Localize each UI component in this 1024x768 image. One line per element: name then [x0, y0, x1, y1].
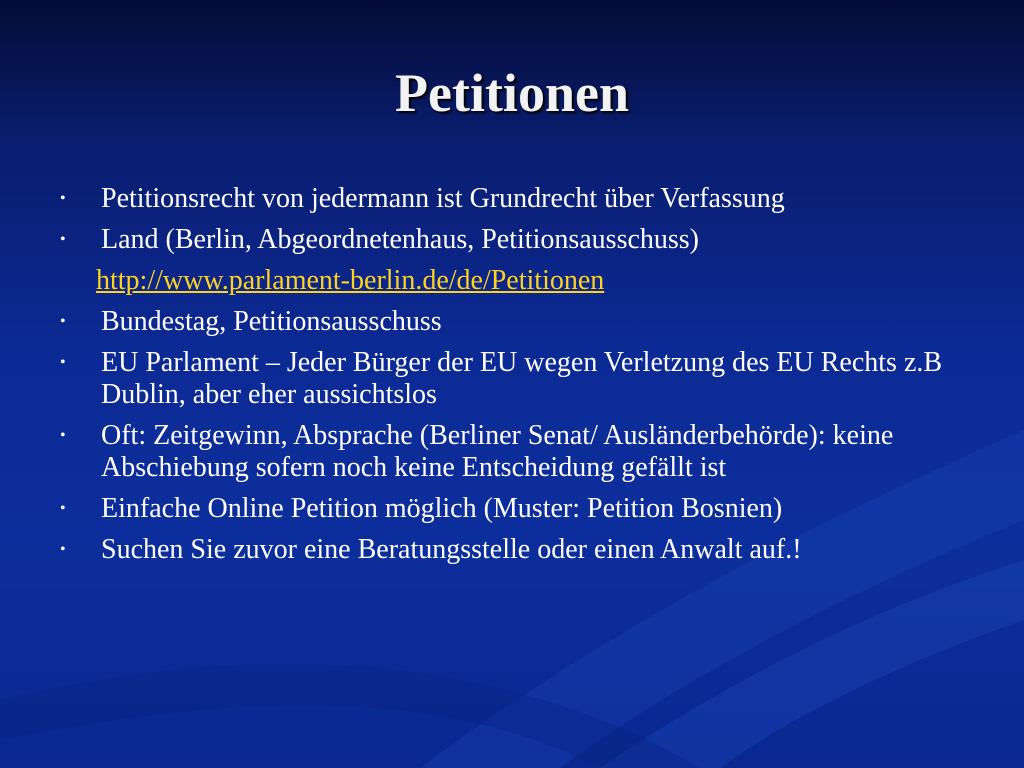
- bullet-icon: •: [60, 231, 66, 248]
- bullet-text: Oft: Zeitgewinn, Absprache (Berliner Senat/ Ausländerbehörde): keine Abschiebung sofern noch keine Entscheidung gefällt ist: [101, 420, 894, 483]
- bullet-text: Land (Berlin, Abgeordnetenhaus, Petitionsausschuss): [101, 224, 700, 255]
- bullet-icon: •: [60, 190, 66, 207]
- bullet-icon: •: [60, 427, 66, 444]
- bullet-item: [60, 420, 990, 484]
- bullet-text: Petitionsrecht von jedermann ist Grundrecht über Verfassung: [101, 183, 785, 214]
- bullet-text: EU Parlament – Jeder Bürger der EU wegen Verletzung des EU Rechts z.B Dublin, aber eher aussichtslos: [101, 347, 943, 410]
- bullet-item: [60, 493, 990, 525]
- bullet-item: [60, 347, 990, 411]
- bullet-icon: •: [60, 541, 66, 558]
- bullet-icon: •: [60, 354, 66, 371]
- petition-link[interactable]: http://www.parlament-berlin.de/de/Petitionen: [96, 265, 605, 296]
- link-line: [60, 265, 990, 297]
- slide-title: Petitionen: [395, 63, 629, 123]
- bullet-icon: •: [60, 500, 66, 517]
- bullet-text: Suchen Sie zuvor eine Beratungsstelle oder einen Anwalt auf.!: [101, 534, 802, 565]
- bullet-list: [60, 183, 990, 575]
- bullet-item: [60, 224, 990, 256]
- bullet-text: Einfache Online Petition möglich (Muster: Petition Bosnien): [101, 493, 783, 524]
- bullet-text: Bundestag, Petitionsausschuss: [101, 306, 442, 337]
- bullet-item: [60, 183, 990, 215]
- bullet-item: [60, 306, 990, 338]
- bullet-item: [60, 534, 990, 566]
- bullet-icon: •: [60, 313, 66, 330]
